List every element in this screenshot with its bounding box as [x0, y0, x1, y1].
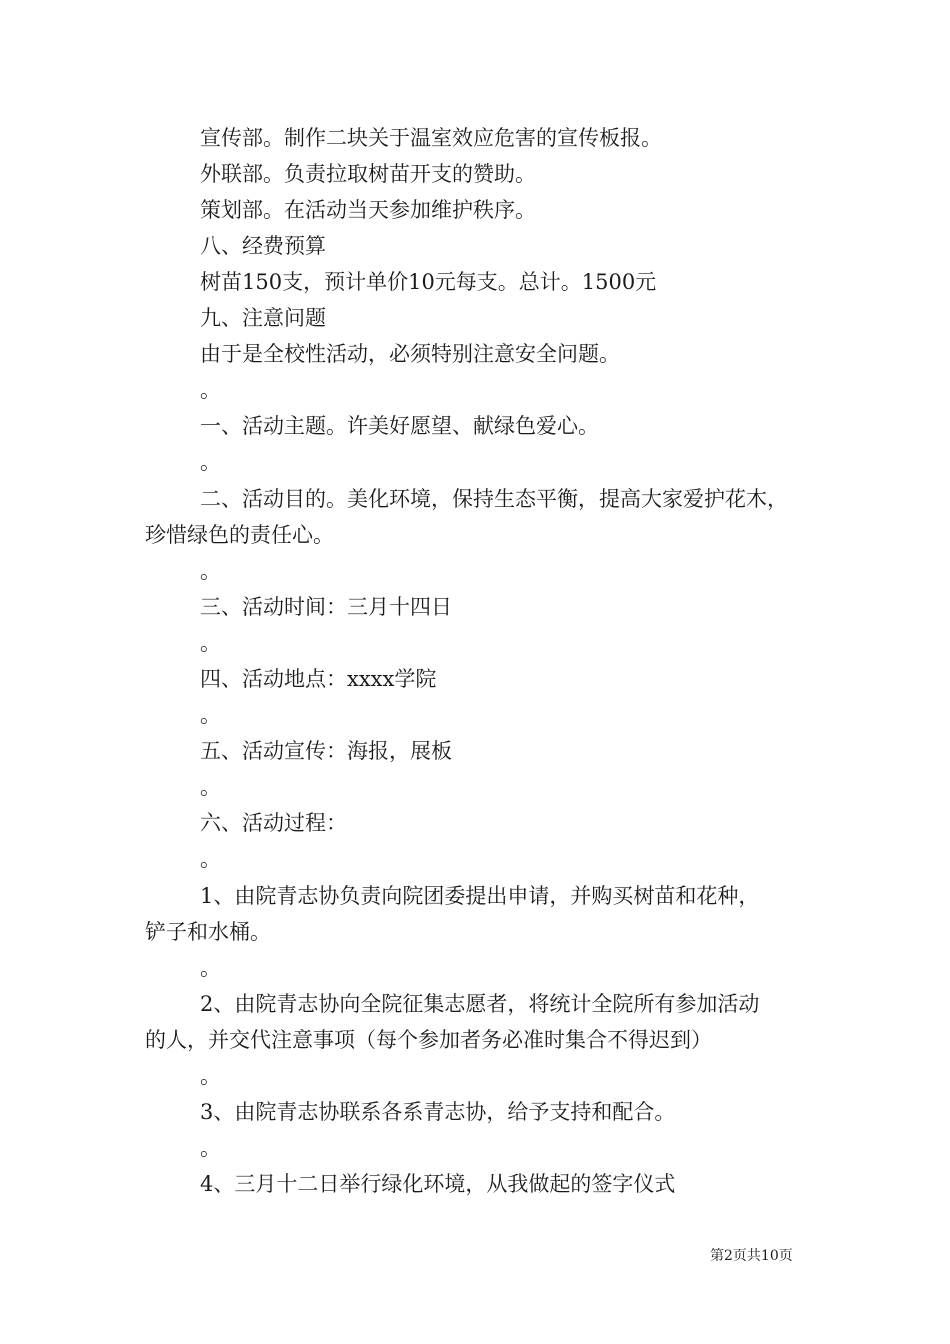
paragraph-line: 。: [200, 631, 221, 655]
paragraph-line: 4、三月十二日举行绿化环境，从我做起的签字仪式: [200, 1172, 676, 1196]
paragraph-line: 3、由院青志协联系各系青志协，给予支持和配合。: [200, 1100, 676, 1124]
paragraph-line: 1、由院青志协负责向院团委提出申请，并购买树苗和花种，: [200, 884, 760, 908]
paragraph-line: 。: [200, 775, 221, 799]
paragraph-line: 二、活动目的。美化环境，保持生态平衡，提高大家爱护花木，: [200, 487, 788, 511]
paragraph-line: 。: [200, 703, 221, 727]
paragraph-line: 树苗150支，预计单价10元每支。总计。1500元: [200, 270, 657, 294]
section-heading: 九、注意问题: [200, 306, 326, 330]
paragraph-line: 。: [200, 450, 221, 474]
paragraph-line: 。: [200, 1064, 221, 1088]
section-heading: 八、经费预算: [200, 234, 326, 258]
paragraph-line: 铲子和水桶。: [145, 920, 271, 944]
paragraph-line: 2、由院青志协向全院征集志愿者，将统计全院所有参加活动: [200, 992, 760, 1016]
paragraph-line: 。: [200, 1136, 221, 1160]
paragraph-line: 一、活动主题。许美好愿望、献绿色爱心。: [200, 414, 599, 438]
paragraph-line: 三、活动时间：三月十四日: [200, 595, 452, 619]
paragraph-line: 策划部。在活动当天参加维护秩序。: [200, 198, 536, 222]
paragraph-line: 的人，并交代注意事项（每个参加者务必准时集合不得迟到）: [145, 1028, 712, 1052]
paragraph-line: 四、活动地点：xxxx学院: [200, 667, 437, 691]
paragraph-line: 。: [200, 378, 221, 402]
paragraph-line: 由于是全校性活动，必须特别注意安全问题。: [200, 342, 620, 366]
paragraph-line: 。: [200, 559, 221, 583]
paragraph-line: 外联部。负责拉取树苗开支的赞助。: [200, 162, 536, 186]
paragraph-line: 。: [200, 956, 221, 980]
paragraph-line: 五、活动宣传：海报，展板: [200, 739, 452, 763]
paragraph-line: 宣传部。制作二块关于温室效应危害的宣传板报。: [200, 126, 662, 150]
paragraph-line: 六、活动过程：: [200, 811, 347, 835]
page-number-footer: 第2页共10页: [710, 1248, 793, 1264]
paragraph-line: 珍惜绿色的责任心。: [145, 523, 334, 547]
paragraph-line: 。: [200, 847, 221, 871]
